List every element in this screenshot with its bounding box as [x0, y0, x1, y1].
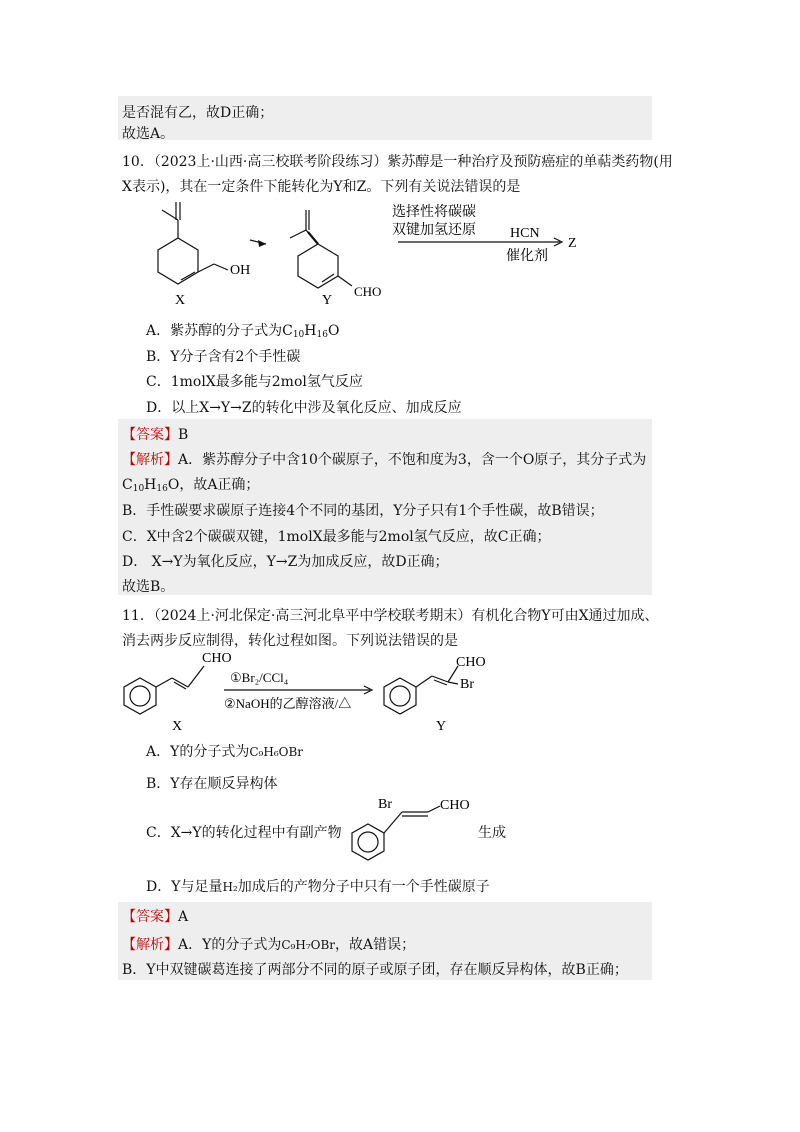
wedge-bond-y: [308, 232, 318, 244]
product-z-label: Z: [568, 236, 577, 251]
option-b: B．Y存在顺反异构体: [146, 776, 278, 792]
text-line: 故选A。: [122, 126, 175, 142]
analysis-line: C．X中含2个碳碳双键，1molX最多能与2mol氢气反应，故C正确；: [122, 529, 551, 545]
catalyst-label: 催化剂: [506, 249, 548, 264]
y-benzene-ring: [384, 678, 416, 714]
cho-label-x: CHO: [202, 651, 232, 666]
option-c: C．1molX最多能与2mol氢气反应: [146, 374, 363, 390]
option-d: D．Y与足量H₂加成后的产物分子中只有一个手性碳原子: [146, 879, 490, 895]
analysis-line: 【解析】A．紫苏醇分子中含10个碳原子，不饱和度为3，含一个O原子，其分子式为: [122, 452, 647, 468]
y-ring: [298, 244, 338, 288]
condition-2: 双键加氢还原: [392, 223, 476, 238]
q10-reaction-scheme: [118, 200, 598, 310]
option-a: A．Y的分子式为C₉H₆OBr: [146, 744, 304, 760]
option-a: A．紫苏醇的分子式为$C_{10}H_{16}O$: [146, 323, 340, 340]
br-label: Br: [378, 797, 392, 812]
analysis-line: B．手性碳要求碳原子连接4个不同的基团，Y分子只有1个手性碳，故B错误；: [122, 503, 604, 519]
question-11-stem: 消去两步反应制得，转化过程如图。下列说法错误的是: [122, 633, 458, 649]
option-c: C．X→Y的转化过程中有副产物: [146, 825, 342, 841]
hcn-label: HCN: [510, 226, 540, 241]
q11-reaction-scheme: [118, 648, 518, 738]
analysis-line: 【解析】A．Y的分子式为C₉H₇OBr，故A错误；: [122, 937, 416, 953]
molecule-y-label: Y: [436, 719, 447, 734]
question-10-stem: X表示)，其在一定条件下能转化为Y和Z。下列有关说法错误的是: [122, 179, 521, 195]
question-11-stem: 11．（2024上·河北保定·高三河北阜平中学校联考期末）有机化合物Y可由X通过加成、: [122, 608, 659, 624]
analysis-line: B．Y中双键碳葛连接了两部分不同的原子或原子团，存在顺反异构体，故B正确；: [122, 962, 628, 978]
option-b: B．Y分子含有2个手性碳: [146, 349, 301, 365]
condition-1: 选择性将碳碳: [392, 205, 476, 220]
analysis-line: D． X→Y为氧化反应，Y→Z为加成反应，故D正确；: [122, 554, 449, 570]
condition-2: ②NaOH的乙醇溶液/△: [224, 696, 352, 711]
byproduct-benzene-ring: [352, 824, 384, 860]
analysis-line: $C_{10}H_{16}O$，故A正确；: [122, 477, 260, 494]
byproduct-structure: [344, 792, 484, 864]
answer-line: 【答案】B: [122, 427, 189, 443]
text-line: 是否混有乙，故D正确；: [122, 105, 274, 121]
condition-1: ①Br₂/CCl₄: [230, 670, 289, 685]
answer-line: 【答案】A: [122, 909, 189, 925]
x-ring: [158, 238, 198, 284]
molecule-x-label: X: [172, 719, 183, 734]
cho-label: CHO: [354, 284, 382, 299]
oh-label: OH: [230, 263, 251, 278]
question-10-stem: 10．（2023上·山西·高三校联考阶段练习）紫苏醇是一种治疗及预防癌症的单萜类药物(用: [122, 154, 673, 170]
cho-label: CHO: [440, 798, 470, 813]
cho-label-y: CHO: [456, 655, 486, 670]
molecule-y-label: Y: [322, 293, 333, 308]
option-c-suffix: 生成: [478, 825, 506, 841]
br-label-y: Br: [460, 677, 474, 692]
option-d: D．以上X→Y→Z的转化中涉及氧化反应、加成反应: [146, 400, 462, 416]
molecule-x-label: X: [175, 293, 186, 308]
analysis-line: 故选B。: [122, 579, 175, 595]
x-benzene-ring: [124, 678, 156, 714]
